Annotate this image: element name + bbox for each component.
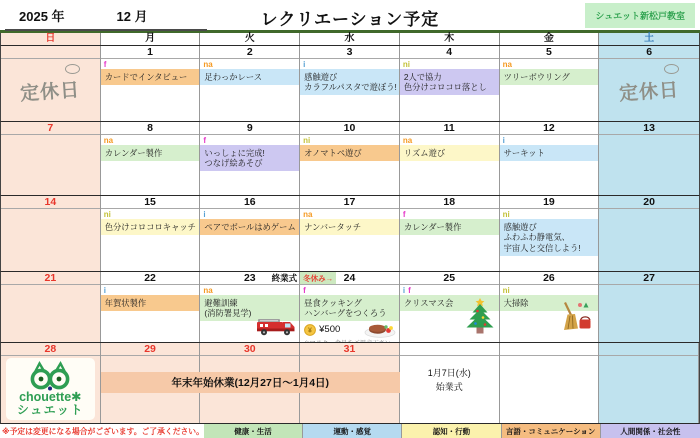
date-number: 10: [343, 122, 356, 134]
day-cell-empty: [1, 46, 101, 121]
day-cell-11: [400, 122, 500, 195]
category-tag: i: [303, 60, 306, 69]
legend-item: 運動・感覚: [303, 424, 402, 438]
activity-label: 感触遊び ふわふわ静電気、 宇宙人と交信しよう!: [500, 219, 599, 256]
day-cell-empty: [599, 343, 699, 423]
closed-day-sketch: [599, 59, 699, 121]
date-row: [300, 272, 399, 285]
page-title: レクリエーション予定: [260, 10, 440, 29]
day-cell-content: [200, 285, 299, 342]
date-number: 26: [543, 272, 555, 284]
category-tag: na: [203, 60, 213, 69]
day-cell-5: [500, 46, 600, 121]
day-cell-19: [500, 196, 600, 271]
date-row: [101, 272, 200, 285]
day-cell-13: [599, 122, 699, 195]
day-cell-2: [200, 46, 300, 121]
activity-label: カレンダー製作: [400, 219, 499, 235]
day-cell-content: [400, 59, 499, 121]
month-label: 12 月: [116, 9, 148, 24]
tag-row: [500, 135, 599, 145]
tag-row: [400, 285, 499, 295]
day-cell-14: [1, 196, 101, 271]
date-row: [599, 343, 698, 356]
date-row: [101, 46, 200, 59]
tag-row: [300, 285, 399, 295]
date-number: 5: [546, 46, 552, 58]
date-number: 19: [543, 196, 555, 208]
day-cell-content: [500, 356, 599, 423]
day-cell-3: [300, 46, 400, 121]
date-number: 23: [243, 272, 256, 284]
date-row: [400, 272, 499, 285]
date-row: [101, 196, 200, 209]
date-number: 29: [144, 343, 156, 355]
activity-label: 昼食クッキング ハンバーグをつくろう: [300, 295, 399, 321]
date-number: 6: [646, 46, 653, 58]
day-cell-10: [300, 122, 400, 195]
date-row: [500, 46, 599, 59]
week-row: [0, 343, 700, 424]
activity-label: 大掃除: [500, 295, 599, 311]
date-number: 15: [144, 196, 156, 208]
date-number: 13: [643, 122, 655, 134]
category-tag: ni: [502, 286, 510, 295]
activity-label: 年賀状製作: [101, 295, 200, 311]
weekday-header-fri: 金: [500, 33, 600, 45]
day-cell-15: [101, 196, 201, 271]
coin-icon: [304, 324, 316, 336]
date-number: 8: [147, 122, 153, 134]
date-row: [500, 122, 599, 135]
speech-bubble-icon: [664, 64, 679, 74]
day-cell-content: [1, 135, 100, 195]
date-number: 24: [343, 272, 356, 284]
date-row: [400, 196, 499, 209]
date-row: [599, 196, 699, 209]
day-cell-content: [599, 285, 699, 342]
day-cell-7: [1, 122, 101, 195]
day-cell-empty: [400, 343, 500, 423]
owl-icon: [23, 361, 77, 391]
day-cell-content: [1, 285, 100, 342]
day-cell-12: [500, 122, 600, 195]
date-row: [500, 272, 599, 285]
date-row: [599, 46, 699, 59]
date-row: [500, 196, 599, 209]
activity-label: 2人で協力 色分けコロコロ落とし: [400, 69, 499, 95]
date-number: 27: [643, 272, 655, 284]
day-cell-8: [101, 122, 201, 195]
activity-label: いっしょに完成! つなげ絵あそび: [200, 145, 299, 171]
weekday-header-wed: 水: [300, 33, 400, 45]
category-tag: ni: [303, 136, 311, 145]
day-cell-content: [1, 356, 100, 423]
day-cell-content: [200, 59, 299, 121]
category-tag: na: [103, 136, 114, 145]
activity-label: サーキット: [500, 145, 599, 161]
day-cell-content: [101, 209, 200, 271]
date-number: 9: [246, 122, 253, 134]
category-tag: i: [502, 136, 505, 145]
date-number: 31: [343, 343, 356, 355]
day-cell-empty: [500, 343, 600, 423]
day-cell-content: [300, 59, 399, 121]
date-row: [300, 122, 399, 135]
weekday-header-row: [0, 33, 700, 46]
week-row: [0, 272, 700, 343]
date-row: [300, 46, 399, 59]
day-cell-16: [200, 196, 300, 271]
day-cell-content: [599, 356, 698, 423]
day-cell-25: [400, 272, 500, 342]
weekday-header-sat: 土: [599, 33, 699, 45]
footer-bar: [0, 424, 700, 438]
activity-label: 感触遊び カラフルパスタで遊ぼう!: [300, 69, 399, 95]
date-number: 11: [443, 122, 455, 134]
activity-label: リズム遊び: [400, 145, 499, 161]
classroom-badge: シュエット新松戸教室: [585, 3, 695, 28]
day-cell-content: [200, 209, 299, 271]
date-number: 14: [44, 196, 57, 208]
weekday-header-tue: 火: [200, 33, 300, 45]
activity-label: ペアでボールはめゲーム: [200, 219, 299, 235]
winter-break-label: 冬休み→: [300, 272, 336, 284]
legend-item: 人間関係・社会性: [601, 424, 700, 438]
day-cell-21: [1, 272, 101, 342]
day-cell-9: [200, 122, 300, 195]
date-row: [300, 196, 399, 209]
date-row: [1, 196, 100, 209]
date-row: [300, 343, 399, 356]
category-tag: i: [103, 286, 106, 295]
tag-row: [300, 59, 399, 69]
date-row: [101, 343, 200, 356]
disclaimer-cell: [0, 424, 204, 438]
weekday-header-thu: 木: [400, 33, 500, 45]
christmas-tree-icon: [466, 298, 494, 334]
tag-row: [400, 209, 499, 219]
category-tag: f: [103, 60, 107, 69]
date-row: [200, 196, 299, 209]
day-cell-20: [599, 196, 699, 271]
svg-text:¥: ¥: [308, 327, 313, 335]
tag-row: [200, 59, 299, 69]
closing-ceremony-label: 終業式: [271, 273, 298, 283]
date-row: [101, 122, 200, 135]
date-row: [200, 122, 299, 135]
date-number: 18: [443, 196, 456, 208]
day-cell-content: [1, 59, 100, 121]
day-cell-content: [500, 59, 599, 121]
disclaimer-note: ※予定は変更になる場合がございます。ご了承ください。: [2, 426, 204, 436]
closed-day-label: 定休日: [19, 78, 82, 105]
date-number: 3: [346, 46, 353, 58]
day-cell-27: [599, 272, 699, 342]
date-row: [400, 46, 499, 59]
day-cell-content: [500, 135, 599, 195]
logo-name-en: chouette✱: [19, 389, 82, 404]
day-cell-24: [300, 272, 400, 342]
category-tag: ni: [502, 210, 510, 219]
legend-item: 健康・生活: [204, 424, 303, 438]
new-year-ceremony-note: 1月7日(水) 始業式: [427, 368, 471, 392]
calendar-grid: [0, 33, 700, 424]
day-cell-content: [400, 356, 499, 423]
day-cell-content: [400, 135, 499, 195]
activity-label: ナンバータッチ: [300, 219, 399, 235]
price-label: ¥500: [319, 324, 341, 336]
tag-row: [300, 135, 399, 145]
day-cell-26: [500, 272, 600, 342]
tag-row: [200, 285, 299, 295]
category-tag: f: [408, 286, 411, 295]
tag-row: [101, 285, 200, 295]
activity-label: カードでインタビュー: [101, 69, 200, 85]
date-row: [1, 46, 100, 59]
day-cell-content: [300, 209, 399, 271]
date-number: 28: [44, 343, 57, 355]
date-number: 21: [44, 272, 57, 284]
week-row: [0, 122, 700, 196]
date-number: 20: [643, 196, 655, 208]
tag-row: [101, 135, 200, 145]
tag-row: [200, 209, 299, 219]
date-row: [1, 272, 100, 285]
category-tag: f: [203, 136, 207, 145]
day-cell-content: [101, 285, 200, 342]
tag-row: [101, 59, 200, 69]
date-row: [1, 343, 100, 356]
activity-label: 避難訓練 (消防署見学): [200, 295, 299, 321]
category-tag: na: [303, 210, 313, 219]
legend-item: 言語・コミュニケーション: [502, 424, 601, 438]
day-cell-6: [599, 46, 699, 121]
date-row: [400, 343, 499, 356]
date-number: 22: [144, 272, 156, 284]
category-tag: na: [402, 136, 413, 145]
day-cell-content: [599, 59, 699, 121]
day-cell-28: [1, 343, 101, 423]
day-cell-content: [400, 285, 499, 342]
day-cell-18: [400, 196, 500, 271]
date-row: [500, 343, 599, 356]
tag-row: [200, 135, 299, 145]
tag-row: [500, 209, 599, 219]
category-tag: i: [203, 210, 206, 219]
date-number: 30: [243, 343, 256, 355]
category-tag: ni: [402, 60, 410, 69]
date-row: [599, 272, 699, 285]
tag-row: [101, 209, 200, 219]
day-cell-17: [300, 196, 400, 271]
activity-label: 足わっかレース: [200, 69, 299, 85]
price-row: [300, 321, 399, 337]
date-row: [1, 122, 100, 135]
speech-bubble-icon: [65, 64, 80, 74]
date-number: 16: [243, 196, 256, 208]
date-row: [200, 272, 299, 285]
activity-label: カレンダー製作: [101, 145, 200, 161]
legend-item: 認知・行動: [402, 424, 501, 438]
category-tag: ni: [103, 210, 111, 219]
fire-truck-icon: [256, 316, 296, 336]
activity-label: クリスマス会: [400, 295, 499, 311]
date-number: 4: [446, 46, 453, 58]
category-tag: na: [203, 286, 213, 295]
week-row: [0, 196, 700, 272]
activity-label: ツリーボウリング: [500, 69, 599, 85]
date-number: 2: [246, 46, 253, 58]
day-cell-1: [101, 46, 201, 121]
day-cell-23: [200, 272, 300, 342]
day-cell-content: [300, 135, 399, 195]
closed-day-label: 定休日: [618, 78, 680, 105]
chouette-logo: [6, 358, 95, 420]
day-cell-content: [101, 59, 200, 121]
date-row: [200, 343, 299, 356]
day-cell-content: [400, 209, 499, 271]
weekday-header-sun: 日: [1, 33, 101, 45]
materials-note: [300, 337, 399, 342]
day-cell-22: [101, 272, 201, 342]
day-cell-content: [300, 285, 399, 342]
date-number: 1: [147, 46, 153, 58]
day-cell-content: [500, 285, 599, 342]
day-cell-content: [200, 135, 299, 195]
week-row: [0, 46, 700, 122]
closure-banner: 年末年始休業(12月27日〜1月4日): [101, 372, 400, 393]
date-number: 25: [443, 272, 456, 284]
tag-row: [400, 59, 499, 69]
day-cell-content: [599, 135, 699, 195]
year-label: 2025 年: [19, 9, 65, 24]
cleaning-icon: [558, 301, 592, 331]
day-cell-content: [1, 209, 100, 271]
category-tag: f: [303, 286, 306, 295]
tag-row: [400, 135, 499, 145]
date-number: 12: [543, 122, 555, 134]
tag-row: [500, 285, 599, 295]
tag-row: [500, 59, 599, 69]
category-tag: i: [402, 286, 406, 295]
date-number: 7: [47, 122, 54, 134]
category-tag: f: [402, 210, 406, 219]
day-cell-content: [101, 135, 200, 195]
day-cell-content: [599, 209, 699, 271]
logo-name-ja: シュエット: [16, 403, 84, 418]
header-bar: [0, 0, 700, 30]
date-row: [200, 46, 299, 59]
date-number: 17: [343, 196, 356, 208]
activity-label: オノマトペ遊び: [300, 145, 399, 161]
closed-day-sketch: [1, 59, 100, 121]
day-cell-content: [500, 209, 599, 271]
activity-label: 色分けコロコロキャッチ: [101, 219, 200, 235]
lunch-plate-icon: [364, 322, 396, 338]
date-row: [400, 122, 499, 135]
weekday-header-mon: 月: [101, 33, 201, 45]
category-tag: na: [502, 60, 512, 69]
day-cell-4: [400, 46, 500, 121]
date-row: [599, 122, 699, 135]
tag-row: [300, 209, 399, 219]
